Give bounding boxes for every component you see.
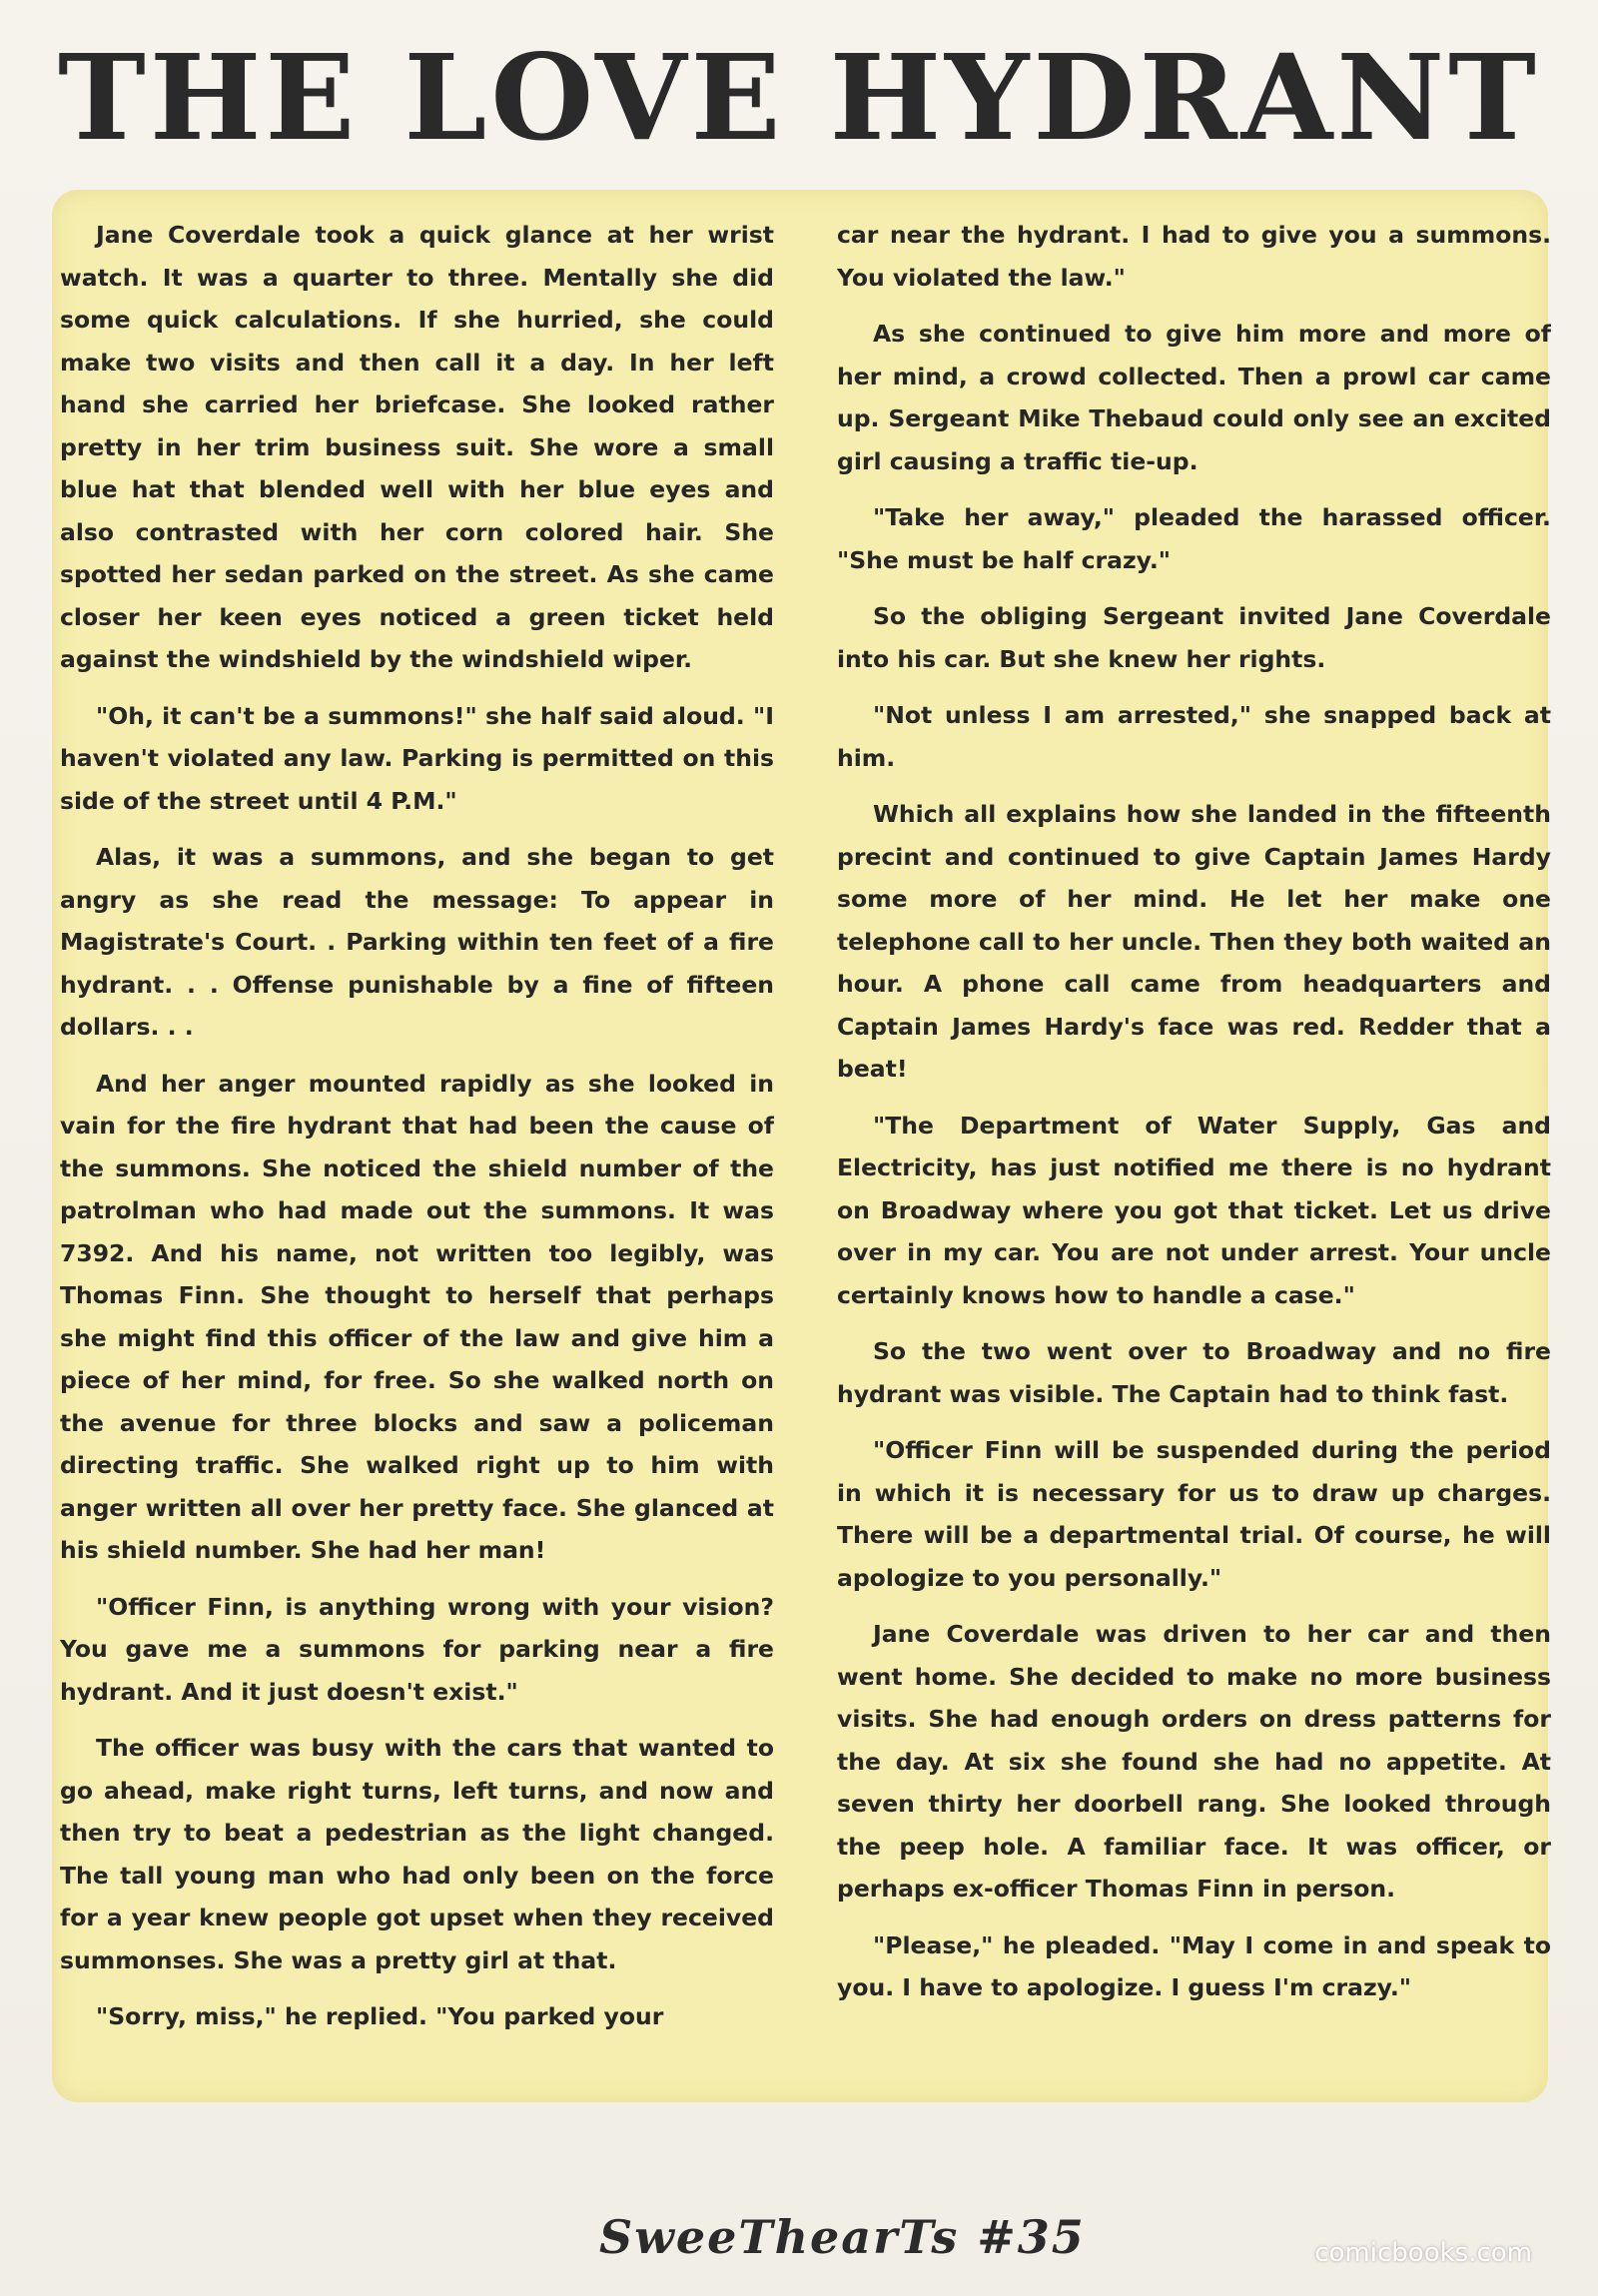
site-watermark: comicbooks.com xyxy=(1314,2238,1532,2268)
paragraph: Jane Coverdale took a quick glance at her wrist watch. It was a quarter to three. Mentally she did some quick calculations. If she hurried, she could make two visits and then call it a day. In her left hand she carried her briefcase. She looked rather pretty in her trim business suit. She wore a small blue hat that blended well with her blue eyes and also contrasted with her corn colored hair. She spotted her sedan parked on the street. As she came closer her keen eyes noticed a green ticket held against the windshield by the windshield wiper. xyxy=(60,221,774,673)
story-title: THE LOVE HYDRANT xyxy=(58,28,1540,167)
paragraph: Jane Coverdale was driven to her car and then went home. She decided to make no more business visits. She had enough orders on dress patterns for the day. At six she found she had no appetite. At seven thirty her doorbell rang. She looked through the peep hole. A familiar face. It was officer, or perhaps ex-officer Thomas Finn in person. xyxy=(837,1620,1551,1903)
left-text-column xyxy=(60,214,774,2161)
paragraph: car near the hydrant. I had to give you a summons. You violated the law." xyxy=(837,221,1551,292)
paragraph: So the two went over to Broadway and no fire hydrant was visible. The Captain had to think fast. xyxy=(837,1337,1551,1408)
paragraph: "Oh, it can't be a summons!" she half said aloud. "I haven't violated any law. Parking is permitted on this side of the street until 4 P.M." xyxy=(60,701,774,815)
paragraph: So the obliging Sergeant invited Jane Coverdale into his car. But she knew her rights. xyxy=(837,602,1551,673)
paragraph: "Please," he pleaded. "May I come in and speak to you. I have to apologize. I guess I'm crazy." xyxy=(837,1930,1551,2001)
paragraph: And her anger mounted rapidly as she looked in vain for the fire hydrant that had been the cause of the summons. She noticed the shield number of the patrolman who had made out the summons. It was 7392. And his name, not written too legibly, was Thomas Finn. She thought to herself that perhaps she might find this officer of the law and give him a piece of her mind, for free. So she walked north on the avenue for three blocks and saw a policeman directing traffic. She walked right up to him with anger written all over her pretty face. She glanced at his shield number. She had her man! xyxy=(60,1069,774,1564)
paragraph: "The Department of Water Supply, Gas and Electricity, has just notified me there is no hydrant on Broadway where you got that ticket. Let us drive over in my car. You are not under arrest. Your uncle certainly knows how to handle a case." xyxy=(837,1111,1551,1309)
paragraph: "Officer Finn, is anything wrong with your vision? You gave me a summons for parking near a fire hydrant. And it just doesn't exist." xyxy=(60,1592,774,1706)
paragraph: Alas, it was a summons, and she began to get angry as she read the message: To appear in Magistrate's Court. . Parking within ten feet of a fire hydrant. . . Offense punishable by a fine of fifteen dollars. . . xyxy=(60,843,774,1041)
paragraph: Which all explains how she landed in the fifteenth precint and continued to give Captain James Hardy some more of her mind. He let her make one telephone call to her uncle. Then they both waited an hour. A phone call came from headquarters and Captain James Hardy's face was red. Redder that a beat! xyxy=(837,800,1551,1083)
paragraph: "Officer Finn will be suspended during the period in which it is necessary for us to draw up charges. There will be a departmental trial. Of course, he will apologize to you personally." xyxy=(837,1436,1551,1592)
paragraph: "Not unless I am arrested," she snapped back at him. xyxy=(837,701,1551,772)
paragraph: "Take her away," pleaded the harassed officer. "She must be half crazy." xyxy=(837,503,1551,574)
paragraph: As she continued to give him more and more of her mind, a crowd collected. Then a prowl car came up. Sergeant Mike Thebaud could only see an excited girl causing a traffic tie-up. xyxy=(837,320,1551,475)
paragraph: The officer was busy with the cars that wanted to go ahead, make right turns, left turns, and now and then try to beat a pedestrian as the light changed. The tall young man who had only been on the force for a year knew people got upset when they received summonses. She was a pretty girl at that. xyxy=(60,1734,774,1974)
right-text-column xyxy=(837,214,1551,2161)
handwritten-issue-note: SweeThearTs #35 xyxy=(599,2210,1086,2264)
paragraph: "Sorry, miss," he replied. "You parked your xyxy=(96,2002,664,2030)
